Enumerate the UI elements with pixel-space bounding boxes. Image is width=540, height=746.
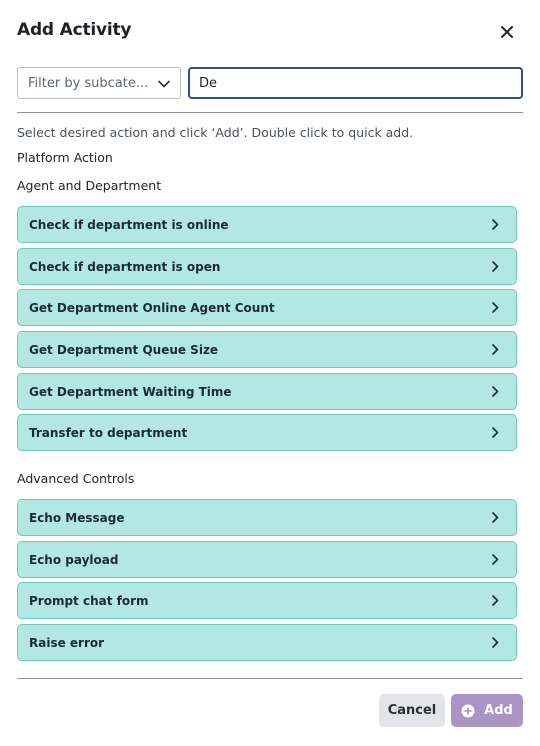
chevron-right-icon (489, 594, 501, 607)
group-label-agent-department: Agent and Department (17, 178, 162, 193)
chevron-right-icon (489, 343, 501, 356)
chevron-right-icon (489, 301, 501, 314)
activity-item-label: Check if department is online (29, 217, 229, 232)
add-button[interactable] (451, 694, 523, 727)
instructions-text: Select desired action and click ‘Add’. Double click to quick add. (17, 125, 414, 140)
chevron-right-icon (489, 636, 501, 649)
activity-item[interactable] (17, 414, 517, 451)
add-button-label: Add (484, 703, 513, 718)
activity-item[interactable] (17, 624, 517, 661)
activity-item[interactable] (17, 331, 517, 368)
activity-item-label: Check if department is open (29, 259, 221, 274)
activity-item-label: Get Department Queue Size (29, 342, 219, 357)
activity-item-label: Transfer to department (29, 425, 188, 440)
dialog-title: Add Activity (17, 20, 132, 40)
plus-circle-icon (461, 704, 475, 718)
chevron-right-icon (489, 218, 501, 231)
activity-item[interactable] (17, 582, 517, 619)
cancel-button[interactable]: Cancel (379, 694, 445, 727)
activity-item[interactable] (17, 499, 517, 536)
chevron-right-icon (489, 553, 501, 566)
activity-item-label: Echo Message (29, 510, 125, 525)
chevron-right-icon (489, 385, 501, 398)
activity-item[interactable] (17, 541, 517, 578)
activity-item[interactable] (17, 289, 517, 326)
activity-item-label: Get Department Online Agent Count (29, 300, 275, 315)
activity-item-label: Get Department Waiting Time (29, 384, 232, 399)
activity-item[interactable] (17, 206, 517, 243)
activity-item-label: Echo payload (29, 552, 119, 567)
activity-item-label: Raise error (29, 635, 105, 650)
activity-item-label: Prompt chat form (29, 593, 149, 608)
chevron-right-icon (489, 260, 501, 273)
chevron-right-icon (489, 426, 501, 439)
divider-bottom (17, 678, 523, 679)
category-label: Platform Action (17, 150, 113, 165)
chevron-right-icon (489, 511, 501, 524)
activity-item[interactable] (17, 248, 517, 285)
subcategory-filter-value: Filter by subcate... (28, 75, 149, 91)
group-label-advanced-controls: Advanced Controls (17, 471, 135, 486)
activity-item[interactable] (17, 373, 517, 410)
